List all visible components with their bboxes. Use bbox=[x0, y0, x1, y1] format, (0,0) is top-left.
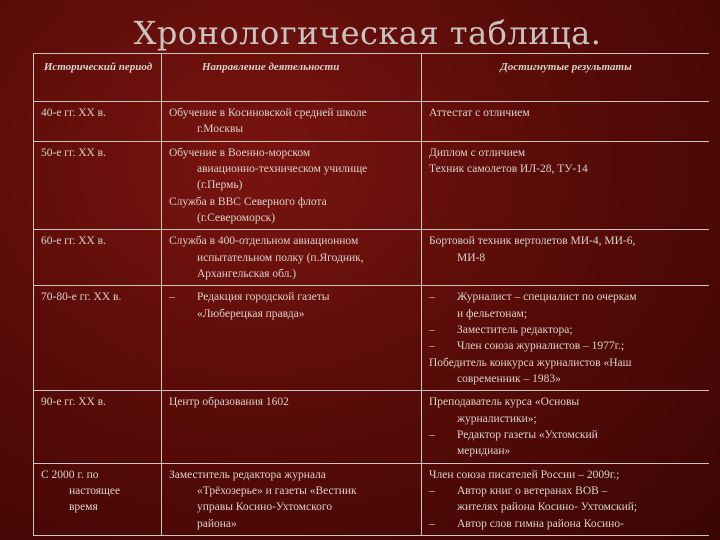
table-row bbox=[34, 463, 710, 535]
cell-activity: Центр образования 1602 bbox=[162, 391, 422, 463]
cell-period: 90-е гг. ХХ в. bbox=[34, 391, 162, 463]
cell-period: 40-е гг. ХХ в. bbox=[34, 102, 162, 142]
table-row bbox=[34, 286, 710, 391]
chronology-table bbox=[33, 53, 709, 536]
cell-results: Член союза писателей России – 2009г.; – Автор книг о ветеранах ВОВ – жителях района Косино- Ухтомский; – Автор слов гимна района Косино- bbox=[422, 463, 710, 535]
cell-period: 60-е гг. ХХ в. bbox=[34, 230, 162, 286]
header-activity: Направление деятельности bbox=[162, 54, 422, 102]
header-results: Достигнутые результаты bbox=[422, 54, 710, 102]
cell-activity: Служба в 400-отдельном авиационном испытательном полку (п.Ягодник, Архангельская обл.) bbox=[162, 230, 422, 286]
cell-results: Аттестат с отличием bbox=[422, 102, 710, 142]
cell-results: Бортовой техник вертолетов МИ-4, МИ-6, МИ-8 bbox=[422, 230, 710, 286]
cell-results: – Журналист – специалист по очеркам и фельетонам; – Заместитель редактора; – Член союза журналистов – 1977г.; Победитель конкурса журналистов «Наш современник – 1983» bbox=[422, 286, 710, 391]
cell-period: 70-80-е гг. ХХ в. bbox=[34, 286, 162, 391]
table-row bbox=[34, 102, 710, 142]
cell-results: Диплом с отличием Техник самолетов ИЛ-28, ТУ-14 bbox=[422, 141, 710, 230]
chronology-table-container bbox=[33, 53, 709, 540]
cell-activity: Обучение в Военно-морском авиационно-техническом училище (г.Пермь) Служба в ВВС Северного флота (г.Североморск) bbox=[162, 141, 422, 230]
header-period: Исторический период bbox=[34, 54, 162, 102]
cell-period: 50-е гг. ХХ в. bbox=[34, 141, 162, 230]
table-header-row bbox=[34, 54, 710, 102]
table-row bbox=[34, 391, 710, 463]
cell-activity: – Редакция городской газеты «Люберецкая правда» bbox=[162, 286, 422, 391]
cell-activity: Заместитель редактора журнала «Трёхозерье» и газеты «Вестник управы Косино-Ухтомского района» bbox=[162, 463, 422, 535]
cell-period: С 2000 г. по настоящее время bbox=[34, 463, 162, 535]
cell-results: Преподаватель курса «Основы журналистики»; – Редактор газеты «Ухтомский меридиан» bbox=[422, 391, 710, 463]
table-row bbox=[34, 141, 710, 230]
table-row bbox=[34, 230, 710, 286]
cell-activity: Обучение в Косиновской средней школе г.Москвы bbox=[162, 102, 422, 142]
page-title: Хронологическая таблица. bbox=[133, 14, 602, 52]
